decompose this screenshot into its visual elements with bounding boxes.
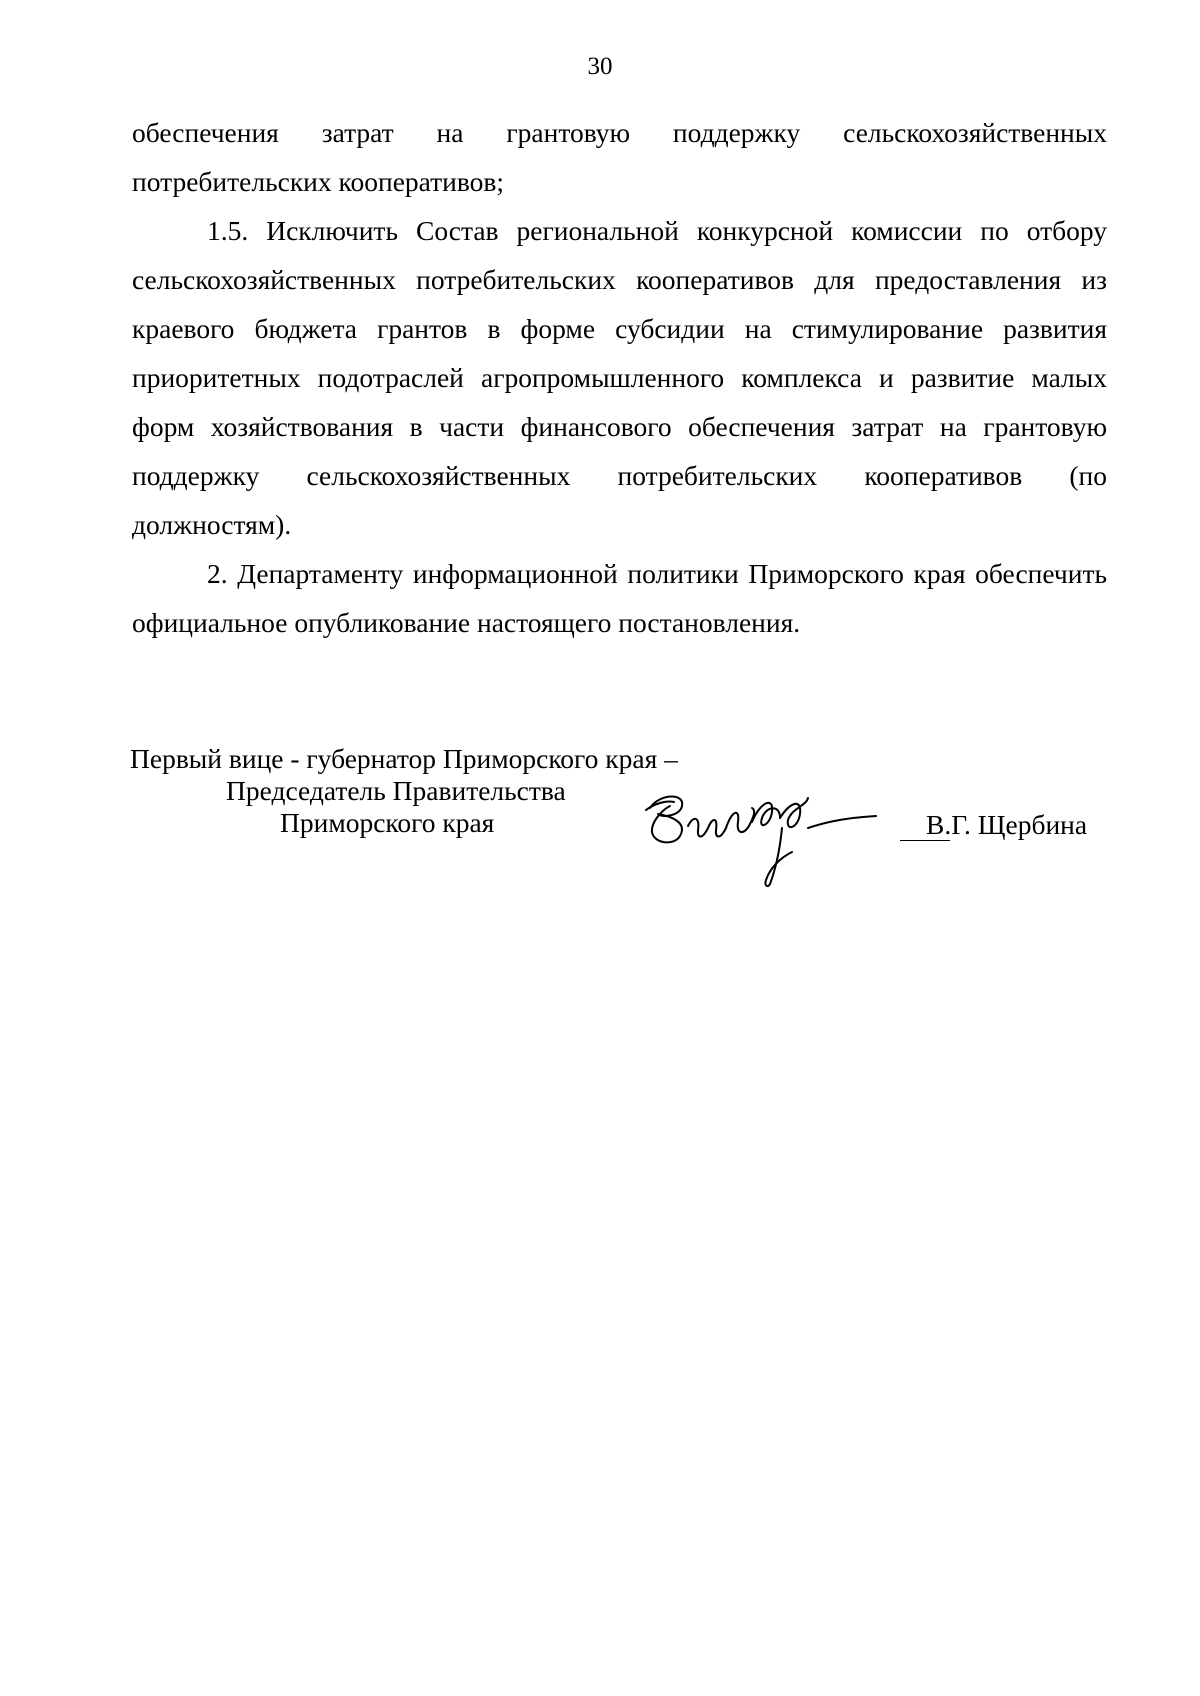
page-number: 30 (587, 53, 613, 80)
document-body (132, 108, 1107, 647)
paragraph-continuation: обеспечения затрат на грантовую поддержку сельскохозяйственных потребительских кооперативов; (132, 117, 1107, 197)
signatory-name: В.Г. Щербина (926, 809, 1088, 840)
signatory-title-line-2: Председатель Правительства (226, 775, 566, 806)
signature-block (130, 742, 1110, 872)
paragraph-item-2: 2. Департаменту информационной политики Приморского края обеспечить официальное опубликование настоящего постановления. (132, 558, 1107, 638)
signatory-title-line-3: Приморского края (280, 807, 495, 838)
signatory-title-line-1: Первый вице - губернатор Приморского края – (130, 743, 678, 774)
paragraph-item-1-5: 1.5. Исключить Состав региональной конкурсной комиссии по отбору сельскохозяйственных потребительских кооперативов для предоставления из краевого бюджета грантов в форме субсидии на стимулирование развития приоритетных подотраслей агропромышленного комплекса и развитие малых форм хозяйствования в части финансового обеспечения затрат на грантовую поддержку сельскохозяйственных потребительских кооперативов (по должностям). (132, 215, 1107, 540)
handwritten-signature (640, 788, 900, 898)
